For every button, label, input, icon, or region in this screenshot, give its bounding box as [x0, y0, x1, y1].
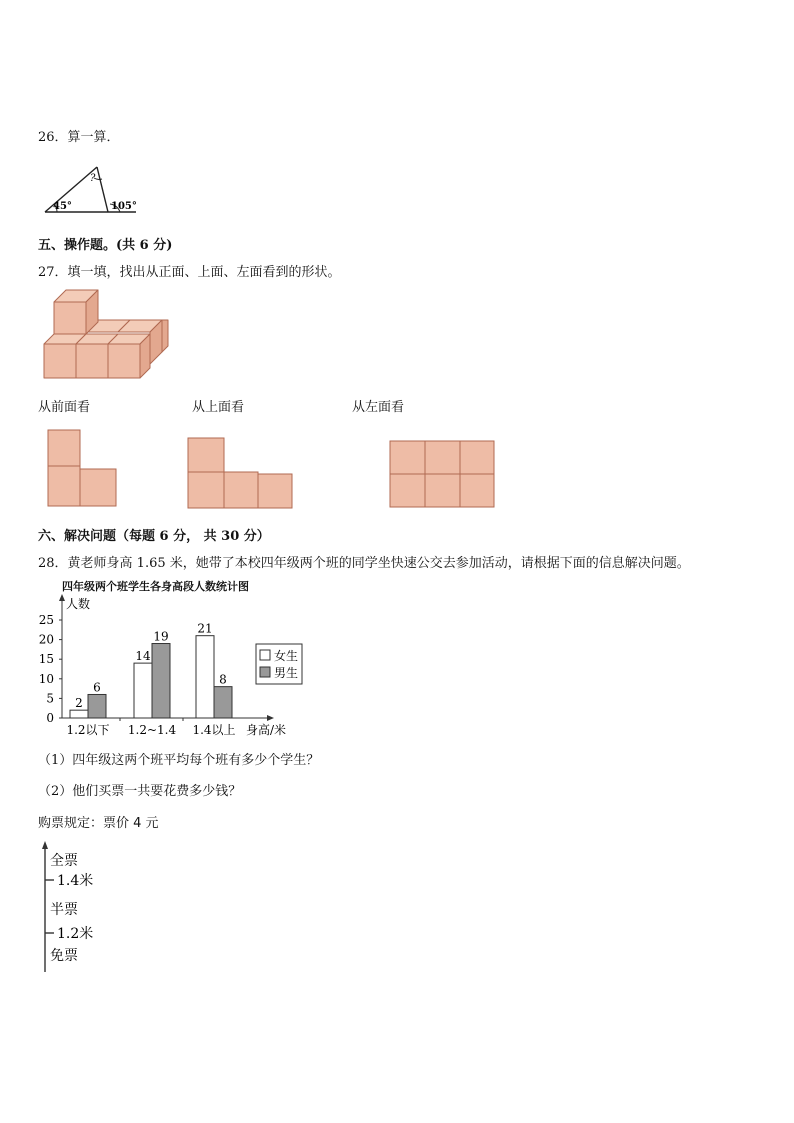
bar-data-label: 8	[219, 672, 227, 687]
x-axis-arrow	[267, 715, 274, 721]
bar-girls	[196, 636, 214, 718]
section5-title: 五、操作题。(共 6 分)	[38, 238, 173, 253]
bar-girls	[134, 663, 152, 718]
bar-data-label: 6	[93, 680, 101, 695]
legend-label: 男生	[274, 666, 299, 680]
legend-label: 女生	[274, 649, 299, 663]
angle-b-label: 105°	[111, 201, 137, 212]
bar-boys	[88, 694, 106, 718]
bar-data-label: 19	[153, 629, 169, 644]
height-bar-chart	[30, 594, 310, 740]
angle-unknown-label: ?	[90, 173, 96, 184]
ticket-full-label: 全票	[50, 853, 78, 869]
section6-title: 六、解决问题（每题 6 分， 共 30 分）	[38, 529, 270, 544]
bar-girls	[70, 710, 88, 718]
ticket-axis-figure	[34, 840, 124, 976]
label-view-left: 从左面看	[352, 400, 405, 415]
ticket-axis-arrow	[42, 841, 48, 849]
x-tick-label: 1.2以下	[66, 723, 110, 737]
front-view-shape	[46, 428, 120, 510]
x-tick-label: 1.4以上	[192, 723, 236, 737]
ticket-free-label: 免票	[50, 948, 78, 964]
q28-sub2: （2）他们买票一共要花费多少钱？	[38, 784, 242, 799]
label-view-top: 从上面看	[192, 400, 245, 415]
legend-swatch	[260, 667, 270, 677]
x-tick-label: 1.2~1.4	[127, 723, 177, 737]
y-tick-label: 5	[46, 691, 54, 706]
q28-sub1: （1）四年级这两个班平均每个班有多少个学生？	[38, 753, 320, 768]
y-tick-label: 15	[38, 652, 54, 667]
y-tick-label: 0	[46, 711, 54, 725]
top-view-shape	[186, 436, 296, 512]
bar-data-label: 14	[135, 649, 151, 664]
y-axis-arrow	[59, 594, 65, 601]
ticket-rule: 购票规定：票价 4 元	[38, 816, 159, 831]
bar-data-label: 2	[75, 696, 83, 711]
y-tick-label: 25	[38, 613, 54, 627]
cube-stack-figure	[40, 286, 175, 386]
y-axis-label: 人数	[66, 597, 91, 611]
triangle-figure	[40, 160, 150, 220]
bar-boys	[214, 687, 232, 718]
y-tick-label: 10	[38, 671, 54, 686]
x-axis-label: 身高/米	[246, 723, 287, 737]
angle-a-label: 45°	[53, 201, 72, 212]
left-view-shape	[388, 439, 498, 511]
q28-text: 28．黄老师身高 1.65 米，她带了本校四年级两个班的同学坐快速公交去参加活动，请根据下面的信息解决问题。	[38, 556, 690, 571]
bar-data-label: 21	[197, 621, 213, 636]
q27-text: 27．填一填，找出从正面、上面、左面看到的形状。	[38, 265, 341, 280]
ticket-half-label: 半票	[50, 902, 78, 918]
q26-text: 26．算一算．	[38, 130, 120, 145]
legend-swatch	[260, 650, 270, 660]
ticket-mark-high: 1.4米	[57, 873, 94, 889]
label-view-front: 从前面看	[38, 400, 91, 415]
chart-title: 四年级两个班学生各身高段人数统计图	[62, 580, 249, 593]
triangle-right-side	[97, 167, 108, 212]
y-tick-label: 20	[38, 632, 54, 647]
ticket-mark-low: 1.2米	[57, 926, 94, 942]
bar-boys	[152, 644, 170, 718]
